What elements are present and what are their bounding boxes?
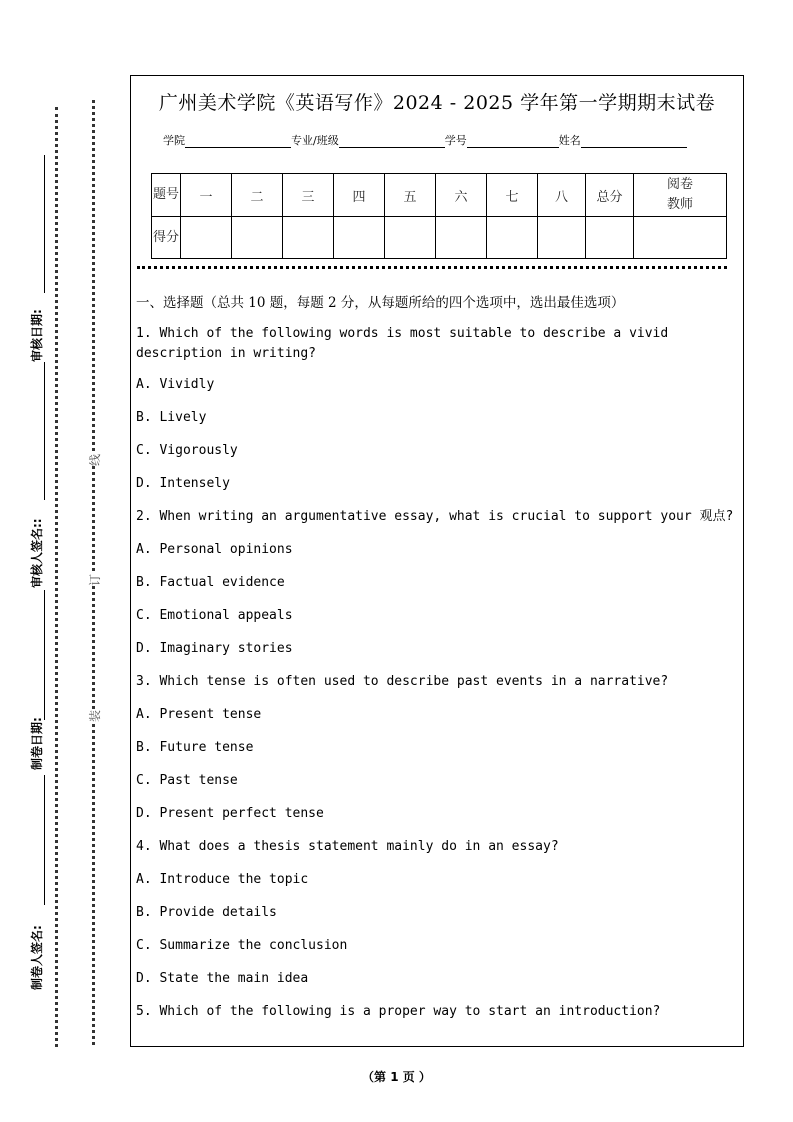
- col-2: 二: [232, 174, 283, 217]
- option-1d: D. Intensely: [136, 476, 230, 491]
- option-4d: D. State the main idea: [136, 971, 309, 986]
- reviewer-signature-label: 审核人签名::: [30, 518, 44, 588]
- score-cell[interactable]: [487, 217, 538, 259]
- col-1: 一: [181, 174, 232, 217]
- option-3a: A. Present tense: [136, 707, 262, 722]
- question-5: 5. Which of the following is a proper way to start an introduction?: [136, 1004, 661, 1019]
- binding-mark-bind: 装: [88, 709, 102, 722]
- page-number: （第 1 页 ）: [362, 1070, 431, 1084]
- exam-frame: [130, 75, 744, 1047]
- question-number-header: 题号: [152, 174, 181, 217]
- option-2c: C. Emotional appeals: [136, 608, 293, 623]
- score-cell[interactable]: [385, 217, 436, 259]
- option-2b: B. Factual evidence: [136, 575, 285, 590]
- margin-dotted-line-outer: [55, 107, 58, 1047]
- col-6: 六: [436, 174, 487, 217]
- score-row: [152, 217, 727, 259]
- score-total-cell[interactable]: [586, 217, 634, 259]
- question-4: 4. What does a thesis statement mainly do in an essay?: [136, 839, 559, 854]
- col-3: 三: [283, 174, 334, 217]
- option-2d: D. Imaginary stories: [136, 641, 293, 656]
- major-class-label: 专业/班级: [291, 134, 339, 147]
- student-info-row: [163, 132, 687, 148]
- col-4: 四: [334, 174, 385, 217]
- review-date-label: 审核日期:: [30, 309, 44, 362]
- question-2: 2. When writing an argumentative essay, what is crucial to support your 观点?: [136, 509, 734, 524]
- sign-line-paper-date: [44, 775, 45, 905]
- binding-mark-line: 线: [88, 453, 102, 466]
- sign-line-reviewer: [44, 362, 45, 500]
- option-1c: C. Vigorously: [136, 443, 238, 458]
- grader-cell[interactable]: [634, 217, 727, 259]
- major-class-field[interactable]: [339, 135, 445, 148]
- exam-title: 广州美术学院《英语写作》2024 - 2025 学年第一学期期末试卷: [158, 92, 716, 114]
- score-cell[interactable]: [334, 217, 385, 259]
- option-4b: B. Provide details: [136, 905, 277, 920]
- score-cell[interactable]: [436, 217, 487, 259]
- binding-mark-staple: 订: [88, 573, 102, 586]
- option-1b: B. Lively: [136, 410, 207, 425]
- score-cell[interactable]: [283, 217, 334, 259]
- paper-maker-signature-label: 制卷人签名:: [30, 925, 44, 990]
- option-4a: A. Introduce the topic: [136, 872, 309, 887]
- score-cell[interactable]: [538, 217, 586, 259]
- student-id-field[interactable]: [467, 135, 559, 148]
- option-2a: A. Personal opinions: [136, 542, 293, 557]
- college-field[interactable]: [185, 135, 291, 148]
- section-heading: 一、选择题（总共 10 题，每题 2 分，从每题所给的四个选项中，选出最佳选项）: [136, 295, 625, 311]
- college-label: 学院: [163, 134, 185, 147]
- question-1: 1. Which of the following words is most suitable to describe a vivid description in writing?: [136, 326, 669, 361]
- name-field[interactable]: [581, 135, 687, 148]
- binding-dotted-line: [92, 100, 95, 1045]
- question-3: 3. Which tense is often used to describe past events in a narrative?: [136, 674, 669, 689]
- col-total: 总分: [586, 174, 634, 217]
- option-3d: D. Present perfect tense: [136, 806, 324, 821]
- questions-section: [136, 291, 742, 1036]
- col-grader: 阅卷教师: [634, 174, 727, 217]
- sign-line-review-date: [44, 155, 45, 293]
- dotted-separator: [137, 266, 727, 269]
- score-header: 得分: [152, 217, 181, 259]
- question-number-row: [152, 174, 727, 217]
- paper-date-label: 制卷日期:: [30, 717, 44, 770]
- option-1a: A. Vividly: [136, 377, 215, 392]
- score-table: [151, 173, 727, 259]
- col-5: 五: [385, 174, 436, 217]
- score-cell[interactable]: [181, 217, 232, 259]
- col-7: 七: [487, 174, 538, 217]
- option-3b: B. Future tense: [136, 740, 254, 755]
- student-id-label: 学号: [444, 134, 467, 147]
- sign-line-reviewer-2: [44, 590, 45, 720]
- name-label: 姓名: [558, 134, 581, 147]
- option-4c: C. Summarize the conclusion: [136, 938, 348, 953]
- option-3c: C. Past tense: [136, 773, 238, 788]
- col-8: 八: [538, 174, 586, 217]
- score-cell[interactable]: [232, 217, 283, 259]
